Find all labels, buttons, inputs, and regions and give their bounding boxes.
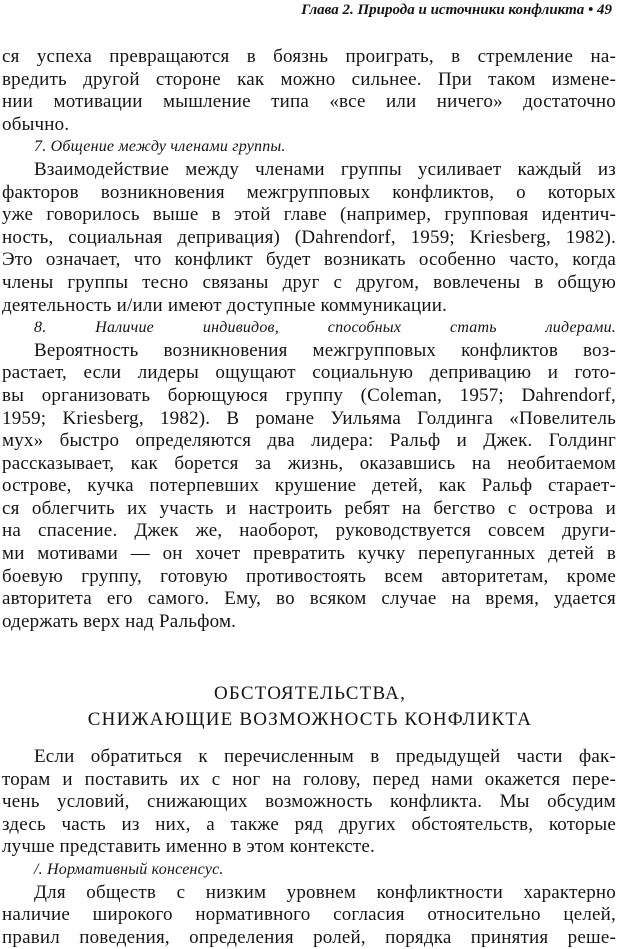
text-line: обычно. xyxy=(2,113,70,135)
text-line: здесь часть из них, а также ряд других обстоятельств, которые xyxy=(2,813,616,835)
text-line: уже говорилось выше в этой главе (например, групповая идентич- xyxy=(2,204,616,226)
section-heading-line: СНИЖАЮЩИЕ ВОЗМОЖНОСТЬ КОНФЛИКТА xyxy=(87,709,533,730)
body-text-bottom xyxy=(2,746,616,949)
text-line: наличие широкого нормативного согласия относительно целей, xyxy=(2,904,616,926)
item-heading-8: 8. Наличие индивидов, способных стать лидерами. xyxy=(34,319,616,337)
section-heading-line: ОБСТОЯТЕЛЬСТВА, xyxy=(213,683,407,704)
text-line: Для обществ с низким уровнем конфликтности характерно xyxy=(34,881,616,903)
text-line: растает, если лидеры ощущают социальную депривацию и гото- xyxy=(2,362,616,384)
text-line: вредить другой стороне как можно сильнее. При таком измене- xyxy=(2,68,616,90)
text-line: Если обратиться к перечисленным в предыдущей части фак- xyxy=(34,746,616,767)
text-line: острове, кучка потерпевших крушение детей, как Ральф старает- xyxy=(2,475,616,497)
text-line: ми мотивами — он хочет превратить кучку перепуганных детей в xyxy=(2,543,616,565)
text-line: рассказывает, как борется за жизнь, оказавшись на необитаемом xyxy=(2,452,616,474)
text-line: лучше представить именно в этом контексте. xyxy=(2,836,375,858)
item-heading-7: 7. Общение между членами группы. xyxy=(34,138,286,156)
text-line: правил поведения, определения ролей, порядка принятия реше- xyxy=(2,926,616,948)
item-heading-1: /. Нормативный консенсус. xyxy=(34,860,224,878)
text-line: мух» быстро определяются два лидера: Ральф и Джек. Голдинг xyxy=(2,430,616,452)
text-line: Вероятность возникновения межгрупповых конфликтов воз- xyxy=(34,339,616,361)
running-head: Глава 2. Природа и источники конфликта • 49 xyxy=(301,2,612,18)
text-line: на спасение. Джек же, наоборот, руководствуется совсем други- xyxy=(2,520,616,542)
text-line: вы организовать борющуюся группу (Coleman, 1957; Dahrendorf, xyxy=(2,384,616,406)
text-line: ность, социальная депривация) (Dahrendorf, 1959; Kriesberg, 1982). xyxy=(2,226,616,248)
text-line: Взаимодействие между членами группы усиливает каждый из xyxy=(34,158,616,180)
text-line: боевую группу, готовую противостоять всем авторитетам, кроме xyxy=(2,565,616,587)
text-line: Это означает, что конфликт будет возникать особенно часто, когда xyxy=(2,249,616,271)
text-line: деятельность и/или имеют доступные коммуникации. xyxy=(2,294,448,316)
text-line: ся облегчить их участь и настроить ребят на бегство с острова и xyxy=(2,497,616,519)
body-text-top xyxy=(2,46,616,633)
section-heading xyxy=(0,681,620,733)
text-line: одержать верх над Ральфом. xyxy=(2,610,237,632)
text-line: факторов возникновения межгрупповых конфликтов, о которых xyxy=(2,181,616,203)
text-line: ся успеха превращаются в боязнь проиграть, в стремление на- xyxy=(2,46,616,67)
text-line: члены группы тесно связаны друг с другом, вовлечены в общую xyxy=(2,271,616,293)
text-line: авторитета его самого. Ему, во всяком случае на время, удается xyxy=(2,588,616,610)
text-line: 1959; Kriesberg, 1982). В романе Уильяма Голдинга «Повелитель xyxy=(2,407,616,429)
text-line: торам и поставить их с ног на голову, перед нами окажется пере- xyxy=(2,768,616,790)
text-line: нии мотивации мышление типа «все или ничего» достаточно xyxy=(2,91,616,113)
text-line: чень условий, снижающих возможность конфликта. Мы обсудим xyxy=(2,791,616,813)
